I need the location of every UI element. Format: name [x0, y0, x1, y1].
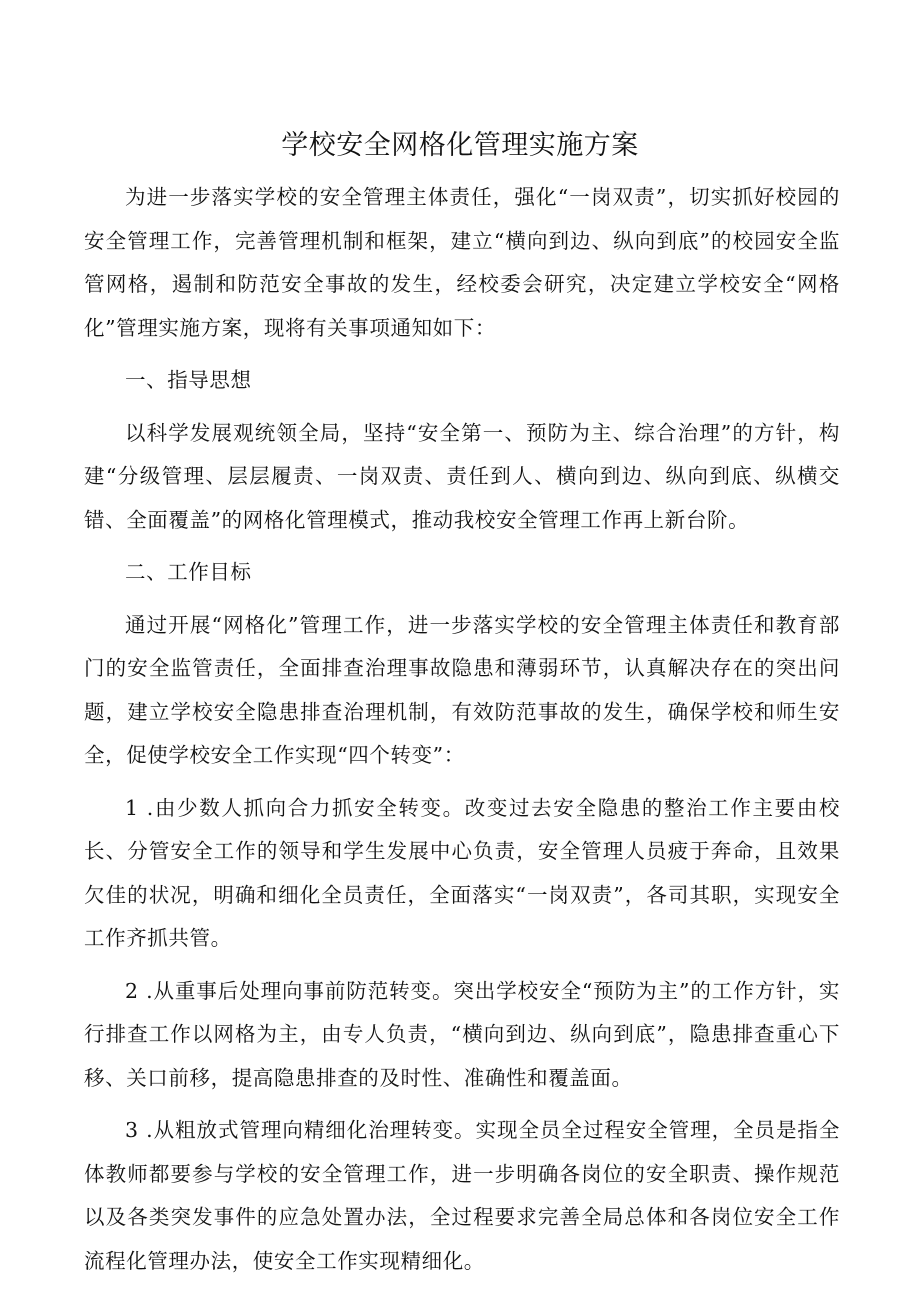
document-body — [84, 176, 840, 1283]
section-paragraph-guiding-ideology: 以科学发展观统领全局，坚持“安全第一、预防为主、综合治理”的方针，构建“分级管理、层层履责、一岗双责、责任到人、横向到边、纵向到底、纵横交错、全面覆盖”的网格化管理模式，推动我校安全管理工作再上新台阶。 — [84, 420, 840, 532]
list-item-transition-2: 2 .从重事后处理向事前防范转变。突出学校安全“预防为主”的工作方针，实行排查工作以网格为主，由专人负责，“横向到边、纵向到底”，隐患排查重心下移、关口前移，提高隐患排查的及时性、准确性和覆盖面。 — [84, 978, 840, 1090]
section-heading-work-goals: 二、工作目标 — [125, 560, 252, 584]
list-item-transition-1: 1 .由少数人抓向合力抓安全转变。改变过去安全隐患的整治工作主要由校长、分管安全工作的领导和学生发展中心负责，安全管理人员疲于奔命，且效果欠佳的状况，明确和细化全员责任，全面落实“一岗双责”，各司其职，实现安全工作齐抓共管。 — [84, 795, 840, 950]
intro-paragraph: 为进一步落实学校的安全管理主体责任，强化“一岗双责”，切实抓好校园的安全管理工作，完善管理机制和框架，建立“横向到边、纵向到底”的校园安全监管网格，遏制和防范安全事故的发生，经校委会研究，决定建立学校安全“网格化”管理实施方案，现将有关事项通知如下： — [84, 185, 840, 340]
list-item-transition-3: 3 .从粗放式管理向精细化治理转变。实现全员全过程安全管理，全员是指全体教师都要参与学校的安全管理工作，进一步明确各岗位的安全职责、操作规范以及各类突发事件的应急处置办法，全过程要求完善全局总体和各岗位安全工作流程化管理办法，使安全工作实现精细化。 — [84, 1118, 840, 1273]
section-paragraph-work-goals: 通过开展“网格化”管理工作，进一步落实学校的安全管理主体责任和教育部门的安全监管责任，全面排查治理事故隐患和薄弱环节，认真解决存在的突出问题，建立学校安全隐患排查治理机制，有效防范事故的发生，确保学校和师生安全，促使学校安全工作实现“四个转变”： — [84, 612, 840, 767]
page-title: 学校安全网格化管理实施方案 — [281, 130, 639, 161]
section-heading-guiding-ideology: 一、指导思想 — [125, 368, 252, 392]
